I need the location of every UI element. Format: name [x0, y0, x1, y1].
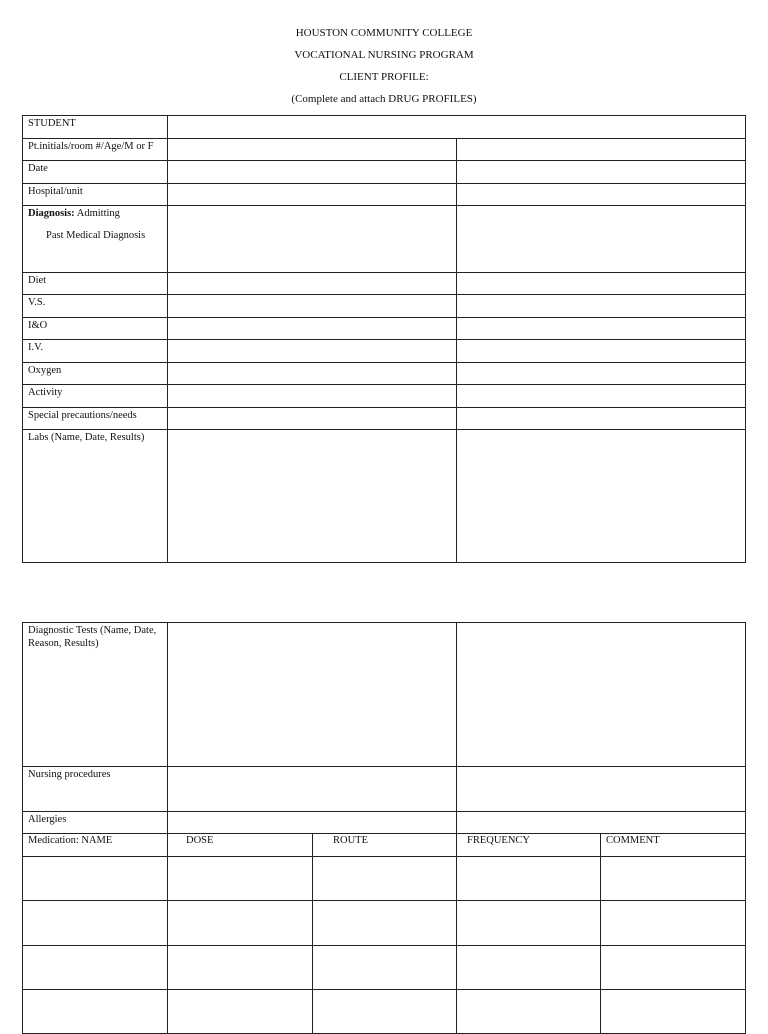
table-row [23, 408, 746, 430]
allergies-field-2[interactable] [457, 812, 746, 834]
medication-name-cell[interactable] [23, 946, 168, 990]
special-precautions-field-2[interactable] [457, 408, 746, 430]
table-row [23, 623, 746, 767]
medication-route-header: ROUTE [313, 834, 457, 857]
diagnosis-admitting: Admitting [74, 208, 120, 219]
activity-field-2[interactable] [457, 385, 746, 408]
vital-signs-field-2[interactable] [457, 295, 746, 318]
client-profile-table [22, 115, 746, 563]
table-row [23, 161, 746, 184]
patient-info-field[interactable] [168, 139, 457, 161]
date-field-2[interactable] [457, 161, 746, 184]
medication-dose-header: DOSE [168, 834, 313, 857]
table-row [23, 430, 746, 563]
table-row [23, 318, 746, 340]
form-title: CLIENT PROFILE: [339, 71, 429, 83]
intake-output-label: I&O [23, 318, 168, 340]
table-row [23, 273, 746, 295]
program-title: VOCATIONAL NURSING PROGRAM [294, 49, 474, 61]
labs-field[interactable] [168, 430, 457, 563]
table-row [23, 385, 746, 408]
iv-label: I.V. [23, 340, 168, 363]
past-medical-diagnosis-label: Past Medical Diagnosis [46, 230, 146, 242]
medication-frequency-cell[interactable] [457, 857, 601, 901]
date-field[interactable] [168, 161, 457, 184]
medication-frequency-header: FREQUENCY [457, 834, 601, 857]
medication-frequency-cell[interactable] [457, 901, 601, 946]
medication-name-cell[interactable] [23, 901, 168, 946]
table-row [23, 767, 746, 812]
medication-frequency-cell[interactable] [457, 946, 601, 990]
tests-medications-table [22, 622, 746, 1034]
hospital-unit-field[interactable] [168, 184, 457, 206]
nursing-procedures-label: Nursing procedures [23, 767, 168, 812]
iv-field-2[interactable] [457, 340, 746, 363]
medication-route-cell[interactable] [313, 946, 457, 990]
medication-route-cell[interactable] [313, 901, 457, 946]
diagnostic-tests-field-2[interactable] [457, 623, 746, 767]
table-row [23, 812, 746, 834]
diet-field-2[interactable] [457, 273, 746, 295]
patient-info-field-2[interactable] [457, 139, 746, 161]
table-row [23, 184, 746, 206]
table-row [23, 139, 746, 161]
diagnosis-field[interactable] [168, 206, 457, 273]
table-row [23, 116, 746, 139]
medication-comment-cell[interactable] [601, 990, 746, 1034]
medication-comment-header: COMMENT [601, 834, 746, 857]
labs-field-2[interactable] [457, 430, 746, 563]
medication-name-cell[interactable] [23, 990, 168, 1034]
medication-dose-cell[interactable] [168, 857, 313, 901]
intake-output-field-2[interactable] [457, 318, 746, 340]
medication-comment-cell[interactable] [601, 857, 746, 901]
oxygen-label: Oxygen [23, 363, 168, 385]
medication-route-cell[interactable] [313, 857, 457, 901]
patient-info-label: Pt.initials/room #/Age/M or F [23, 139, 168, 161]
college-title: HOUSTON COMMUNITY COLLEGE [295, 27, 473, 39]
medication-header-row [23, 834, 746, 857]
allergies-field[interactable] [168, 812, 457, 834]
medication-dose-cell[interactable] [168, 946, 313, 990]
table-row [23, 363, 746, 385]
vital-signs-label: V.S. [23, 295, 168, 318]
diagnosis-label [23, 206, 168, 273]
table-row [23, 295, 746, 318]
medication-comment-cell[interactable] [601, 946, 746, 990]
form-instructions: (Complete and attach DRUG PROFILES) [291, 93, 477, 105]
activity-field[interactable] [168, 385, 457, 408]
vital-signs-field[interactable] [168, 295, 457, 318]
medication-row [23, 901, 746, 946]
intake-output-field[interactable] [168, 318, 457, 340]
medication-dose-cell[interactable] [168, 990, 313, 1034]
table-row [23, 206, 746, 273]
medication-row [23, 857, 746, 901]
diagnostic-tests-field[interactable] [168, 623, 457, 767]
hospital-unit-field-2[interactable] [457, 184, 746, 206]
table-row [23, 340, 746, 363]
student-field[interactable] [168, 116, 746, 139]
diagnostic-tests-label: Diagnostic Tests (Name, Date, Reason, Results) [23, 623, 168, 767]
nursing-procedures-field[interactable] [168, 767, 457, 812]
medication-route-cell[interactable] [313, 990, 457, 1034]
medication-row [23, 990, 746, 1034]
diagnosis-heading: Diagnosis: [28, 208, 75, 219]
diet-label: Diet [23, 273, 168, 295]
oxygen-field[interactable] [168, 363, 457, 385]
medication-frequency-cell[interactable] [457, 990, 601, 1034]
labs-label: Labs (Name, Date, Results) [23, 430, 168, 563]
special-precautions-label: Special precautions/needs [23, 408, 168, 430]
special-precautions-field[interactable] [168, 408, 457, 430]
medication-dose-cell[interactable] [168, 901, 313, 946]
allergies-label: Allergies [23, 812, 168, 834]
diagnosis-field-2[interactable] [457, 206, 746, 273]
nursing-procedures-field-2[interactable] [457, 767, 746, 812]
activity-label: Activity [23, 385, 168, 408]
medication-name-cell[interactable] [23, 857, 168, 901]
medication-row [23, 946, 746, 990]
hospital-unit-label: Hospital/unit [23, 184, 168, 206]
iv-field[interactable] [168, 340, 457, 363]
oxygen-field-2[interactable] [457, 363, 746, 385]
medication-name-header: Medication: NAME [23, 834, 168, 857]
medication-comment-cell[interactable] [601, 901, 746, 946]
student-label: STUDENT [23, 116, 168, 139]
date-label: Date [23, 161, 168, 184]
diet-field[interactable] [168, 273, 457, 295]
